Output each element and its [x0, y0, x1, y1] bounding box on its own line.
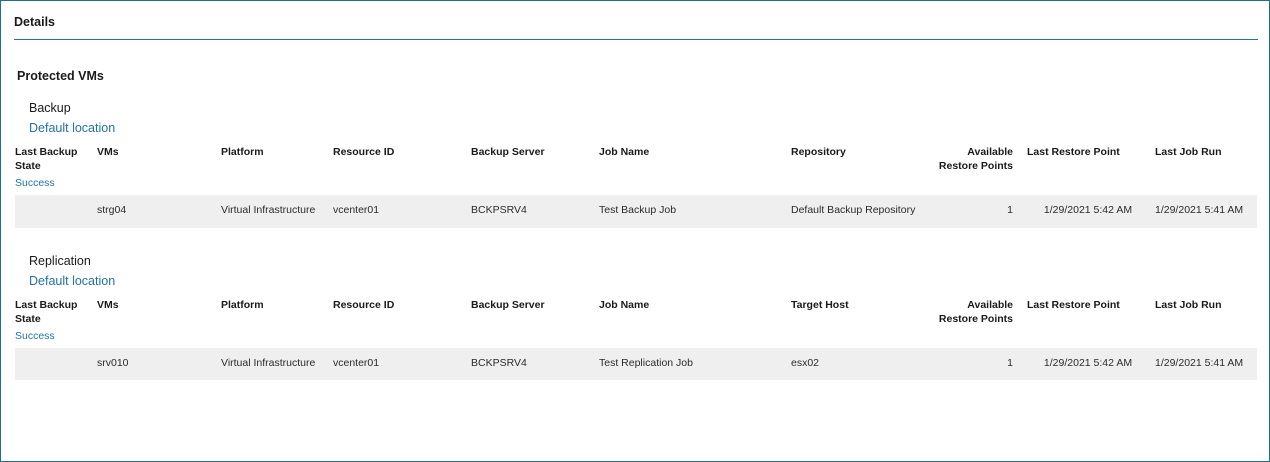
column-header-vms[interactable]: VMs — [97, 298, 119, 311]
details-content — [15, 69, 1257, 380]
cell-last-backup-state — [15, 348, 97, 380]
column-header-last-backup-state[interactable]: Last Backup State — [15, 146, 78, 173]
default-location-link-backup[interactable]: Default location — [29, 121, 116, 135]
cell-backup-server: BCKPSRV4 — [471, 204, 527, 217]
column-header-last-restore-point[interactable]: Last Restore Point — [1027, 298, 1120, 311]
cell-platform: Virtual Infrastructure — [221, 356, 316, 369]
cell-last-job-run: 1/29/2021 5:41 AM — [1155, 204, 1244, 217]
column-header-resource-id[interactable]: Resource ID — [333, 146, 395, 158]
cell-job-name: Test Backup Job — [599, 204, 677, 217]
column-header-last-restore-point[interactable]: Last Restore Point — [1027, 146, 1120, 158]
table-header-row — [15, 141, 1257, 175]
cell-backup-server: BCKPSRV4 — [471, 356, 527, 369]
column-header-platform[interactable]: Platform — [221, 298, 264, 311]
cell-last-backup-state — [15, 195, 97, 227]
cell-target-host: esx02 — [791, 356, 820, 369]
cell-resource-id: vcenter01 — [333, 204, 380, 217]
column-header-platform[interactable]: Platform — [221, 146, 264, 158]
column-header-resource-id[interactable]: Resource ID — [333, 298, 395, 311]
column-header-job-name[interactable]: Job Name — [599, 298, 650, 311]
group-state-row — [15, 175, 1257, 195]
cell-restore-points: 1 — [1007, 356, 1013, 369]
backup-table — [15, 141, 1257, 228]
group-state-row — [15, 328, 1257, 348]
replication-table — [15, 294, 1257, 381]
column-header-repository[interactable]: Repository — [791, 146, 846, 158]
section-title-protected-vms: Protected VMs — [17, 69, 104, 83]
column-header-vms[interactable]: VMs — [97, 146, 119, 158]
cell-vm: srv010 — [97, 356, 129, 369]
group-state-link[interactable]: Success — [15, 329, 55, 342]
default-location-link-replication[interactable]: Default location — [29, 273, 116, 288]
table-row[interactable] — [15, 348, 1257, 380]
column-header-available-restore-points[interactable]: Available Restore Points — [938, 298, 1013, 325]
cell-last-restore-point: 1/29/2021 5:42 AM — [1043, 204, 1133, 217]
column-header-job-name[interactable]: Job Name — [599, 146, 650, 158]
cell-vm: strg04 — [97, 204, 127, 217]
table-header-row — [15, 294, 1257, 328]
group-title-backup: Backup — [29, 101, 71, 115]
page-title: Details — [14, 15, 1258, 40]
column-header-backup-server[interactable]: Backup Server — [471, 298, 545, 311]
group-title-replication: Replication — [29, 253, 91, 268]
cell-job-name: Test Replication Job — [599, 356, 693, 369]
cell-resource-id: vcenter01 — [333, 356, 380, 369]
cell-repository: Default Backup Repository — [791, 204, 916, 217]
column-header-available-restore-points[interactable]: Available Restore Points — [938, 146, 1013, 173]
group-spacer — [15, 228, 1257, 254]
cell-platform: Virtual Infrastructure — [221, 204, 316, 217]
cell-last-restore-point: 1/29/2021 5:42 AM — [1043, 356, 1133, 369]
column-header-target-host[interactable]: Target Host — [791, 298, 849, 311]
column-header-last-job-run[interactable]: Last Job Run — [1155, 146, 1222, 158]
cell-restore-points: 1 — [1007, 204, 1013, 217]
group-state-link[interactable]: Success — [15, 177, 55, 190]
table-row[interactable] — [15, 195, 1257, 227]
column-header-backup-server[interactable]: Backup Server — [471, 146, 545, 158]
column-header-last-backup-state[interactable]: Last Backup State — [15, 298, 78, 325]
cell-last-job-run: 1/29/2021 5:41 AM — [1155, 356, 1244, 369]
column-header-last-job-run[interactable]: Last Job Run — [1155, 298, 1222, 311]
